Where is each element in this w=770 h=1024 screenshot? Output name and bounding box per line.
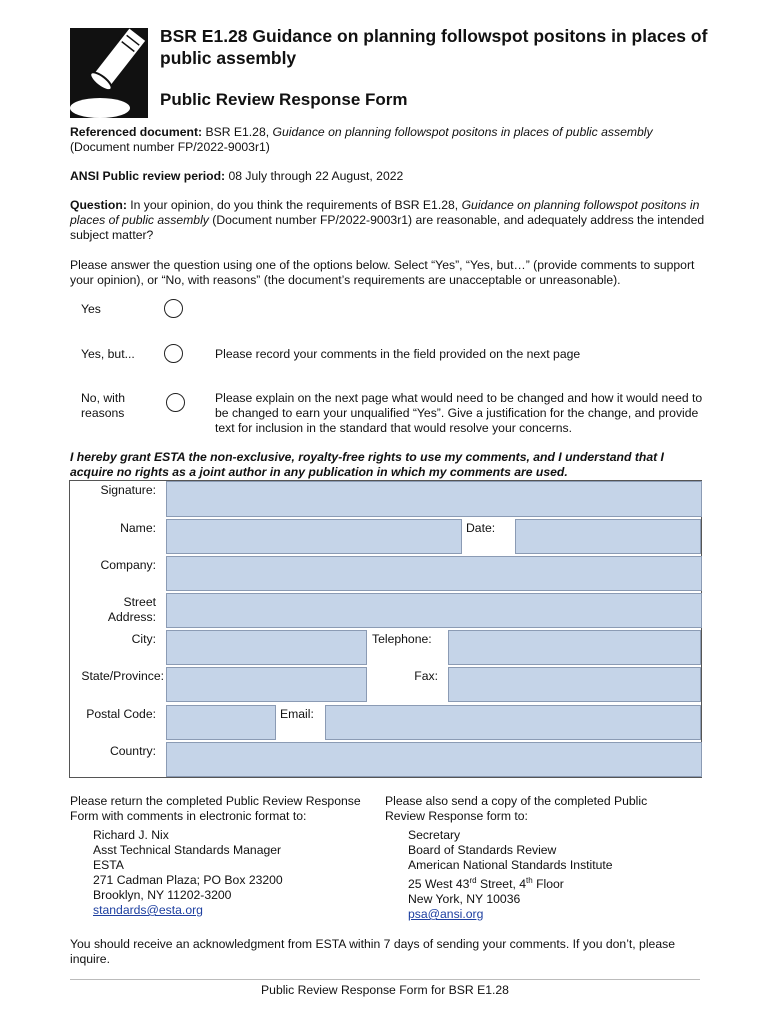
- acknowledgment-note: You should receive an acknowledgment from ESTA within 7 days of sending your comments. If you don’t, please inquire.: [70, 937, 675, 967]
- date-label: Date:: [466, 521, 496, 535]
- state-field[interactable]: [166, 667, 367, 702]
- form-title: Public Review Response Form: [160, 90, 408, 109]
- option-yes-but-label: Yes, but...: [81, 347, 135, 361]
- question-text: Question: In your opinion, do you think the requirements of BSR E1.28, Guidance on planning followspot positons in places of public assembly (Document number FP/2022-9003r1) are reasonable, and adequately address the intended subject matter?: [70, 198, 705, 243]
- fax-field[interactable]: [448, 667, 701, 702]
- postal-code-label: Postal Code:: [86, 707, 156, 721]
- signature-label: Signature:: [100, 483, 156, 497]
- name-field[interactable]: [166, 519, 462, 554]
- postal-code-field[interactable]: [166, 705, 276, 740]
- instructions: Please answer the question using one of the options below. Select “Yes”, “Yes, but…” (provide comments to support your opinion), or “No, with reasons” (the document’s requirements are unacceptable or unreasonable).: [70, 258, 695, 288]
- street-address-field[interactable]: [166, 593, 702, 628]
- name-label: Name:: [120, 521, 156, 535]
- fax-label: Fax:: [414, 669, 438, 683]
- company-field[interactable]: [166, 556, 702, 591]
- footer-divider: [70, 979, 700, 980]
- city-field[interactable]: [166, 630, 367, 665]
- ansi-email-link[interactable]: psa@ansi.org: [408, 907, 484, 922]
- radio-yes[interactable]: [164, 299, 183, 318]
- email-field[interactable]: [325, 705, 701, 740]
- signature-field[interactable]: [166, 481, 702, 517]
- page-footer: Public Review Response Form for BSR E1.28: [261, 983, 509, 997]
- telephone-field[interactable]: [448, 630, 701, 665]
- document-title: BSR E1.28 Guidance on planning followspot positons in places of public assembly: [160, 26, 708, 68]
- country-label: Country:: [109, 744, 156, 758]
- state-label: State/Province:: [81, 669, 164, 683]
- option-yes-label: Yes: [81, 302, 101, 316]
- email-label: Email:: [280, 707, 314, 721]
- radio-yes-but[interactable]: [164, 344, 183, 363]
- telephone-label: Telephone:: [372, 632, 432, 646]
- street-address-label: Street Address:: [107, 595, 156, 624]
- option-no-label: No, with reasons: [81, 391, 126, 420]
- country-field[interactable]: [166, 742, 702, 777]
- option-yes-but-note: Please record your comments in the field provided on the next page: [215, 347, 581, 361]
- review-period: ANSI Public review period: 08 July through 22 August, 2022: [70, 169, 404, 183]
- date-field[interactable]: [515, 519, 701, 554]
- return-address-esta: Please return the completed Public Review Response Form with comments in electronic format to: Richard J. Nix Asst Technical Standards Manager ESTA 271 Cadman Plaza; PO Box 23200 Brooklyn, NY 11202-3200 standards@esta.org: [70, 794, 361, 917]
- referenced-document: Referenced document: BSR E1.28, Guidance on planning followspot positons in places of public assembly (Document number FP/2022-9003r1): [70, 125, 653, 155]
- city-label: City:: [131, 632, 156, 646]
- return-address-ansi: Please also send a copy of the completed Public Review Response form to: Secretary Board of Standards Review American National Standards Institute 25 West 43rd Street, 4th Floor New York, NY 10036 psa@ansi.org: [385, 794, 648, 922]
- esta-logo: [70, 28, 148, 118]
- radio-no[interactable]: [166, 393, 185, 412]
- option-no-note: Please explain on the next page what would need to be changed and how it would need to be changed to earn your unqualified “Yes”. Give a justification for the change, and provide text for inclusion in the standard that would resolve your concerns.: [215, 391, 703, 435]
- esta-email-link[interactable]: standards@esta.org: [93, 903, 203, 917]
- rights-grant-statement: I hereby grant ESTA the non-exclusive, royalty-free rights to use my comments, and I understand that I acquire no rights as a joint author in any publication in which my comments are used.: [70, 450, 664, 479]
- company-label: Company:: [100, 558, 156, 572]
